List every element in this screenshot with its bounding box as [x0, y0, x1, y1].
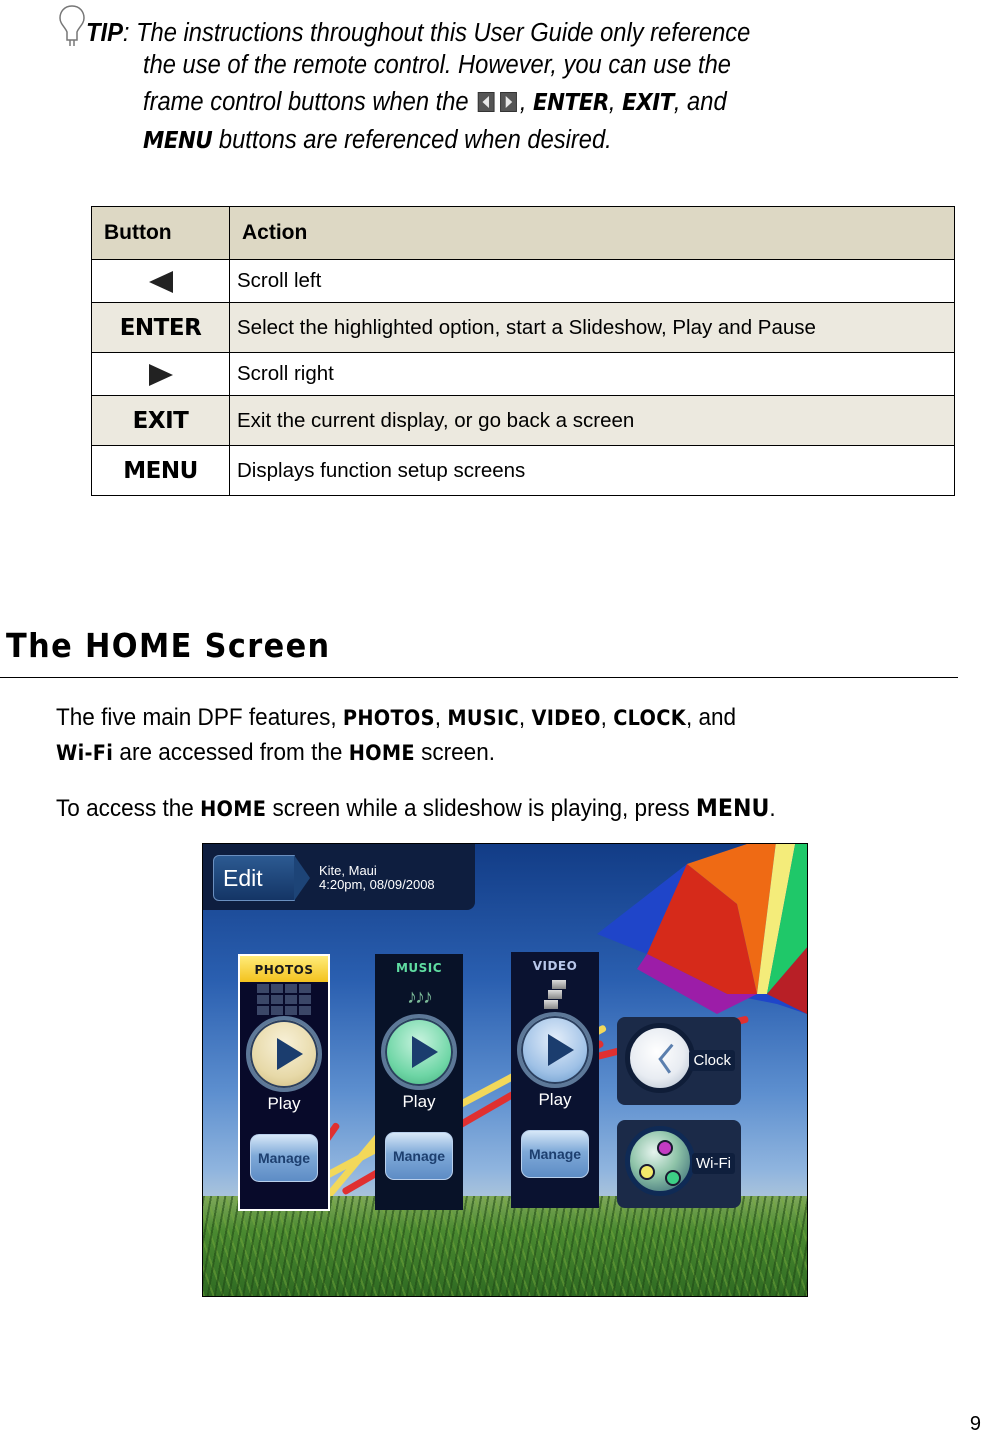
kite-image — [577, 843, 808, 1034]
photos-manage-button[interactable]: Manage — [250, 1134, 318, 1182]
table-row — [92, 446, 955, 496]
header-button: Button — [92, 207, 230, 260]
right-button-icon — [500, 92, 517, 112]
section-title: The HOME Screen — [6, 626, 331, 665]
grass-background — [203, 1196, 807, 1296]
paragraph-features-1: The five main DPF features, PHOTOS, MUSIC, VIDEO, CLOCK, and — [56, 704, 737, 731]
wifi-tile[interactable] — [617, 1120, 741, 1208]
photo-timestamp: 4:20pm, 08/09/2008 — [319, 877, 435, 892]
music-manage-button[interactable]: Manage — [385, 1132, 453, 1180]
left-button-icon — [478, 92, 495, 112]
tip-line-4: MENU buttons are referenced when desired. — [143, 126, 612, 154]
music-notes-icon: ♪♪♪ — [407, 985, 431, 1008]
video-manage-button[interactable]: Manage — [521, 1130, 589, 1178]
table-row — [92, 396, 955, 446]
music-play-button[interactable] — [381, 1014, 457, 1090]
edit-button[interactable]: Edit — [213, 855, 295, 901]
tip-line-2: the use of the remote control. However, you can use the — [143, 51, 731, 79]
photo-grid-icon — [257, 984, 311, 1015]
photos-play-label: Play — [267, 1094, 301, 1113]
table-row — [92, 260, 955, 303]
music-play-label: Play — [402, 1092, 436, 1111]
photos-title: PHOTOS — [240, 956, 328, 982]
tip-line-3: frame control buttons when the , ENTER, EXIT, and — [143, 88, 727, 116]
wifi-label: Wi-Fi — [692, 1153, 735, 1174]
tip-label: TIP — [86, 19, 123, 47]
video-play-label: Play — [538, 1090, 572, 1109]
action-cell: Displays function setup screens — [230, 446, 955, 496]
wifi-globe-icon — [625, 1126, 695, 1196]
photo-title: Kite, Maui — [319, 863, 377, 878]
action-cell: Scroll left — [230, 260, 955, 303]
action-cell: Exit the current display, or go back a screen — [230, 396, 955, 446]
table-header-row — [92, 207, 955, 260]
section-divider — [0, 677, 958, 678]
action-cell: Select the highlighted option, start a Slideshow, Play and Pause — [230, 303, 955, 353]
paragraph-access: To access the HOME screen while a slideshow is playing, press MENU. — [56, 794, 776, 822]
photos-play-button[interactable] — [246, 1016, 322, 1092]
clock-tile[interactable] — [617, 1017, 741, 1105]
photos-panel[interactable] — [238, 954, 330, 1211]
triangle-left-icon — [149, 271, 173, 293]
lightbulb-icon — [58, 4, 86, 48]
clock-icon — [625, 1023, 695, 1093]
header-action: Action — [230, 207, 955, 260]
film-stack-icon — [544, 980, 566, 1010]
paragraph-features-2: Wi-Fi are accessed from the HOME screen. — [56, 739, 495, 766]
music-title: MUSIC — [395, 961, 443, 975]
music-panel[interactable] — [375, 954, 463, 1210]
photo-info-bar — [203, 844, 475, 910]
clock-label: Clock — [689, 1050, 735, 1071]
action-cell: Scroll right — [230, 353, 955, 396]
button-action-table — [91, 206, 955, 496]
video-title: VIDEO — [532, 959, 578, 973]
table-row — [92, 353, 955, 396]
button-cell: MENU — [92, 446, 230, 496]
video-panel[interactable] — [511, 952, 599, 1208]
table-row — [92, 303, 955, 353]
home-screen-screenshot — [202, 843, 808, 1297]
triangle-right-icon — [149, 364, 173, 386]
page-number: 9 — [969, 1413, 981, 1435]
button-cell: EXIT — [92, 396, 230, 446]
button-cell: ENTER — [92, 303, 230, 353]
video-play-button[interactable] — [517, 1012, 593, 1088]
